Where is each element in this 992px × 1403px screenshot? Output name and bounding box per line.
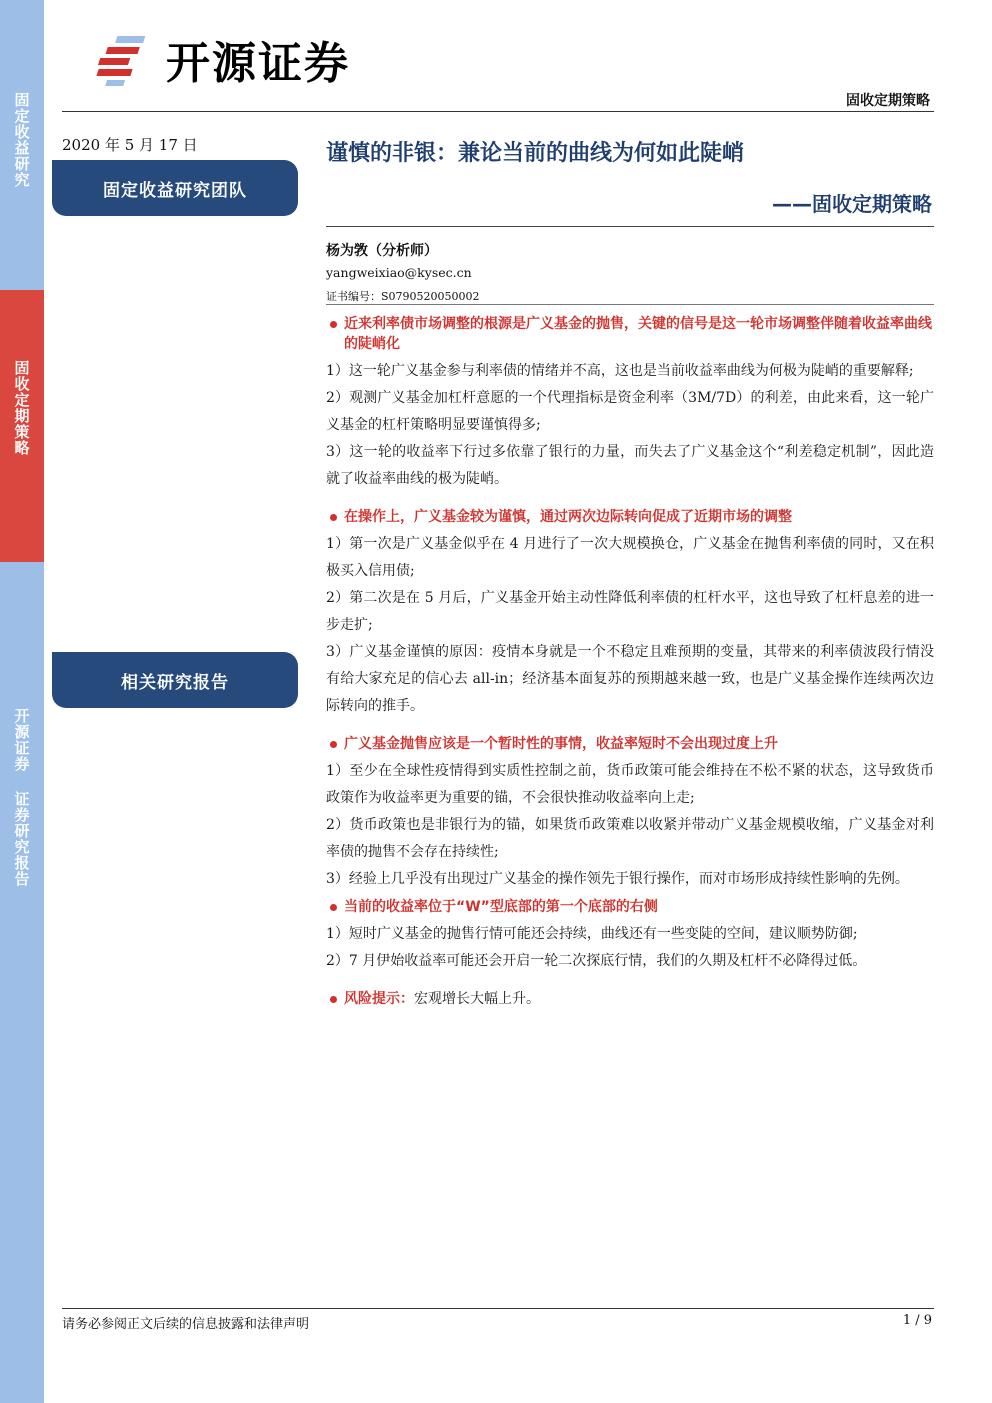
header-tag: 固收定期策略 <box>846 93 930 109</box>
section-paragraph: 3）这一轮的收益率下行过多依靠了银行的力量，而失去了广义基金这个“利差稳定机制”，因此造就了收益率曲线的极为陡峭。 <box>326 444 934 487</box>
summary-section <box>326 734 934 893</box>
analyst-divider <box>326 304 934 305</box>
section-heading: 在操作上，广义基金较为谨慎，通过两次边际转向促成了近期市场的调整 <box>326 507 934 527</box>
section-paragraph: 1）这一轮广义基金参与利率债的情绪并不高，这也是当前收益率曲线为何极为陡峭的重要解释; <box>326 363 914 379</box>
section-paragraph: 2）货币政策也是非银行为的锚，如果货币政策难以收紧并带动广义基金规模收缩，广义基金对利率债的抛售不会存在持续性; <box>326 817 934 860</box>
side-label-bottom: 开源证券 证券研究报告 <box>12 708 31 887</box>
report-subtitle: ——固收定期策略 <box>772 192 932 216</box>
footer-disclaimer: 请务必参阅正文后续的信息披露和法律声明 <box>62 1317 310 1332</box>
section-paragraph: 3）经验上几乎没有出现过广义基金的操作领先于银行操作，而对市场形成持续性影响的先例。 <box>326 871 909 887</box>
summary-section <box>326 507 934 720</box>
analyst-email[interactable]: yangweixiao@kysec.cn <box>326 265 472 280</box>
section-paragraph: 3）广义基金谨慎的原因：疫情本身就是一个不稳定且难预期的变量，其带来的利率债波段行情没有给大家充足的信心去 all-in；经济基本面复苏的预期越来越一致，也是广义基金操作连续两次边际转向的推手。 <box>326 644 934 714</box>
side-strip <box>0 0 44 1403</box>
logo-text: 开源证券 <box>166 38 350 89</box>
side-label-mid: 固收定期策略 <box>12 360 31 456</box>
report-title: 谨慎的非银：兼论当前的曲线为何如此陡峭 <box>326 141 745 166</box>
header-divider <box>62 111 934 112</box>
analyst-cert: 证书编号：S0790520050002 <box>326 290 480 303</box>
section-paragraph: 2）7 月伊始收益率可能还会开启一轮二次探底行情，我们的久期及杠杆不必降得过低。 <box>326 953 867 969</box>
page-number: 1 / 9 <box>902 1313 932 1328</box>
section-heading: 当前的收益率位于“W”型底部的第一个底部的右侧 <box>326 897 934 917</box>
summary-content <box>326 314 934 1009</box>
summary-section <box>326 314 934 493</box>
section-paragraph: 2）观测广义基金加杠杆意愿的一个代理指标是资金利率（3M/7D）的利差，由此来看，这一轮广义基金的杠杆策略明显要谨慎得多; <box>326 390 934 433</box>
section-paragraph: 2）第二次是在 5 月后，广义基金开始主动性降低利率债的杠杆水平，这也导致了杠杆息差的进一步走扩; <box>326 590 934 633</box>
section-paragraph: 1）短时广义基金的抛售行情可能还会持续，曲线还有一些变陡的空间，建议顺势防御; <box>326 926 858 942</box>
section-heading: 近来利率债市场调整的根源是广义基金的抛售，关键的信号是这一轮市场调整伴随着收益率曲线的陡峭化 <box>326 314 934 354</box>
side-label-top: 固定收益研究 <box>12 92 31 188</box>
section-paragraph: 1）第一次是广义基金似乎在 4 月进行了一次大规模换仓，广义基金在抛售利率债的同时，又在积极买入信用债; <box>326 536 934 579</box>
logo <box>88 28 388 90</box>
risk-label: 风险提示： <box>344 991 414 1007</box>
team-label: 固定收益研究团队 <box>52 160 298 216</box>
footer-divider <box>62 1308 934 1309</box>
summary-section <box>326 897 934 975</box>
risk-warning <box>326 989 934 1009</box>
analyst-name: 杨为敩（分析师） <box>326 243 438 259</box>
title-divider <box>326 226 934 227</box>
report-date: 2020 年 5 月 17 日 <box>62 136 198 154</box>
side-strip-mid <box>0 290 44 562</box>
section-heading: 广义基金抛售应该是一个暂时性的事情，收益率短时不会出现过度上升 <box>326 734 934 754</box>
side-strip-top <box>0 0 44 290</box>
risk-text: 宏观增长大幅上升。 <box>414 991 540 1007</box>
related-reports-label: 相关研究报告 <box>52 652 298 708</box>
side-strip-bottom <box>0 562 44 1403</box>
logo-mark-icon <box>88 28 164 90</box>
section-paragraph: 1）至少在全球性疫情得到实质性控制之前，货币政策可能会维持在不松不紧的状态，这导致货币政策作为收益率更为重要的锚，不会很快推动收益率向上走; <box>326 763 934 806</box>
